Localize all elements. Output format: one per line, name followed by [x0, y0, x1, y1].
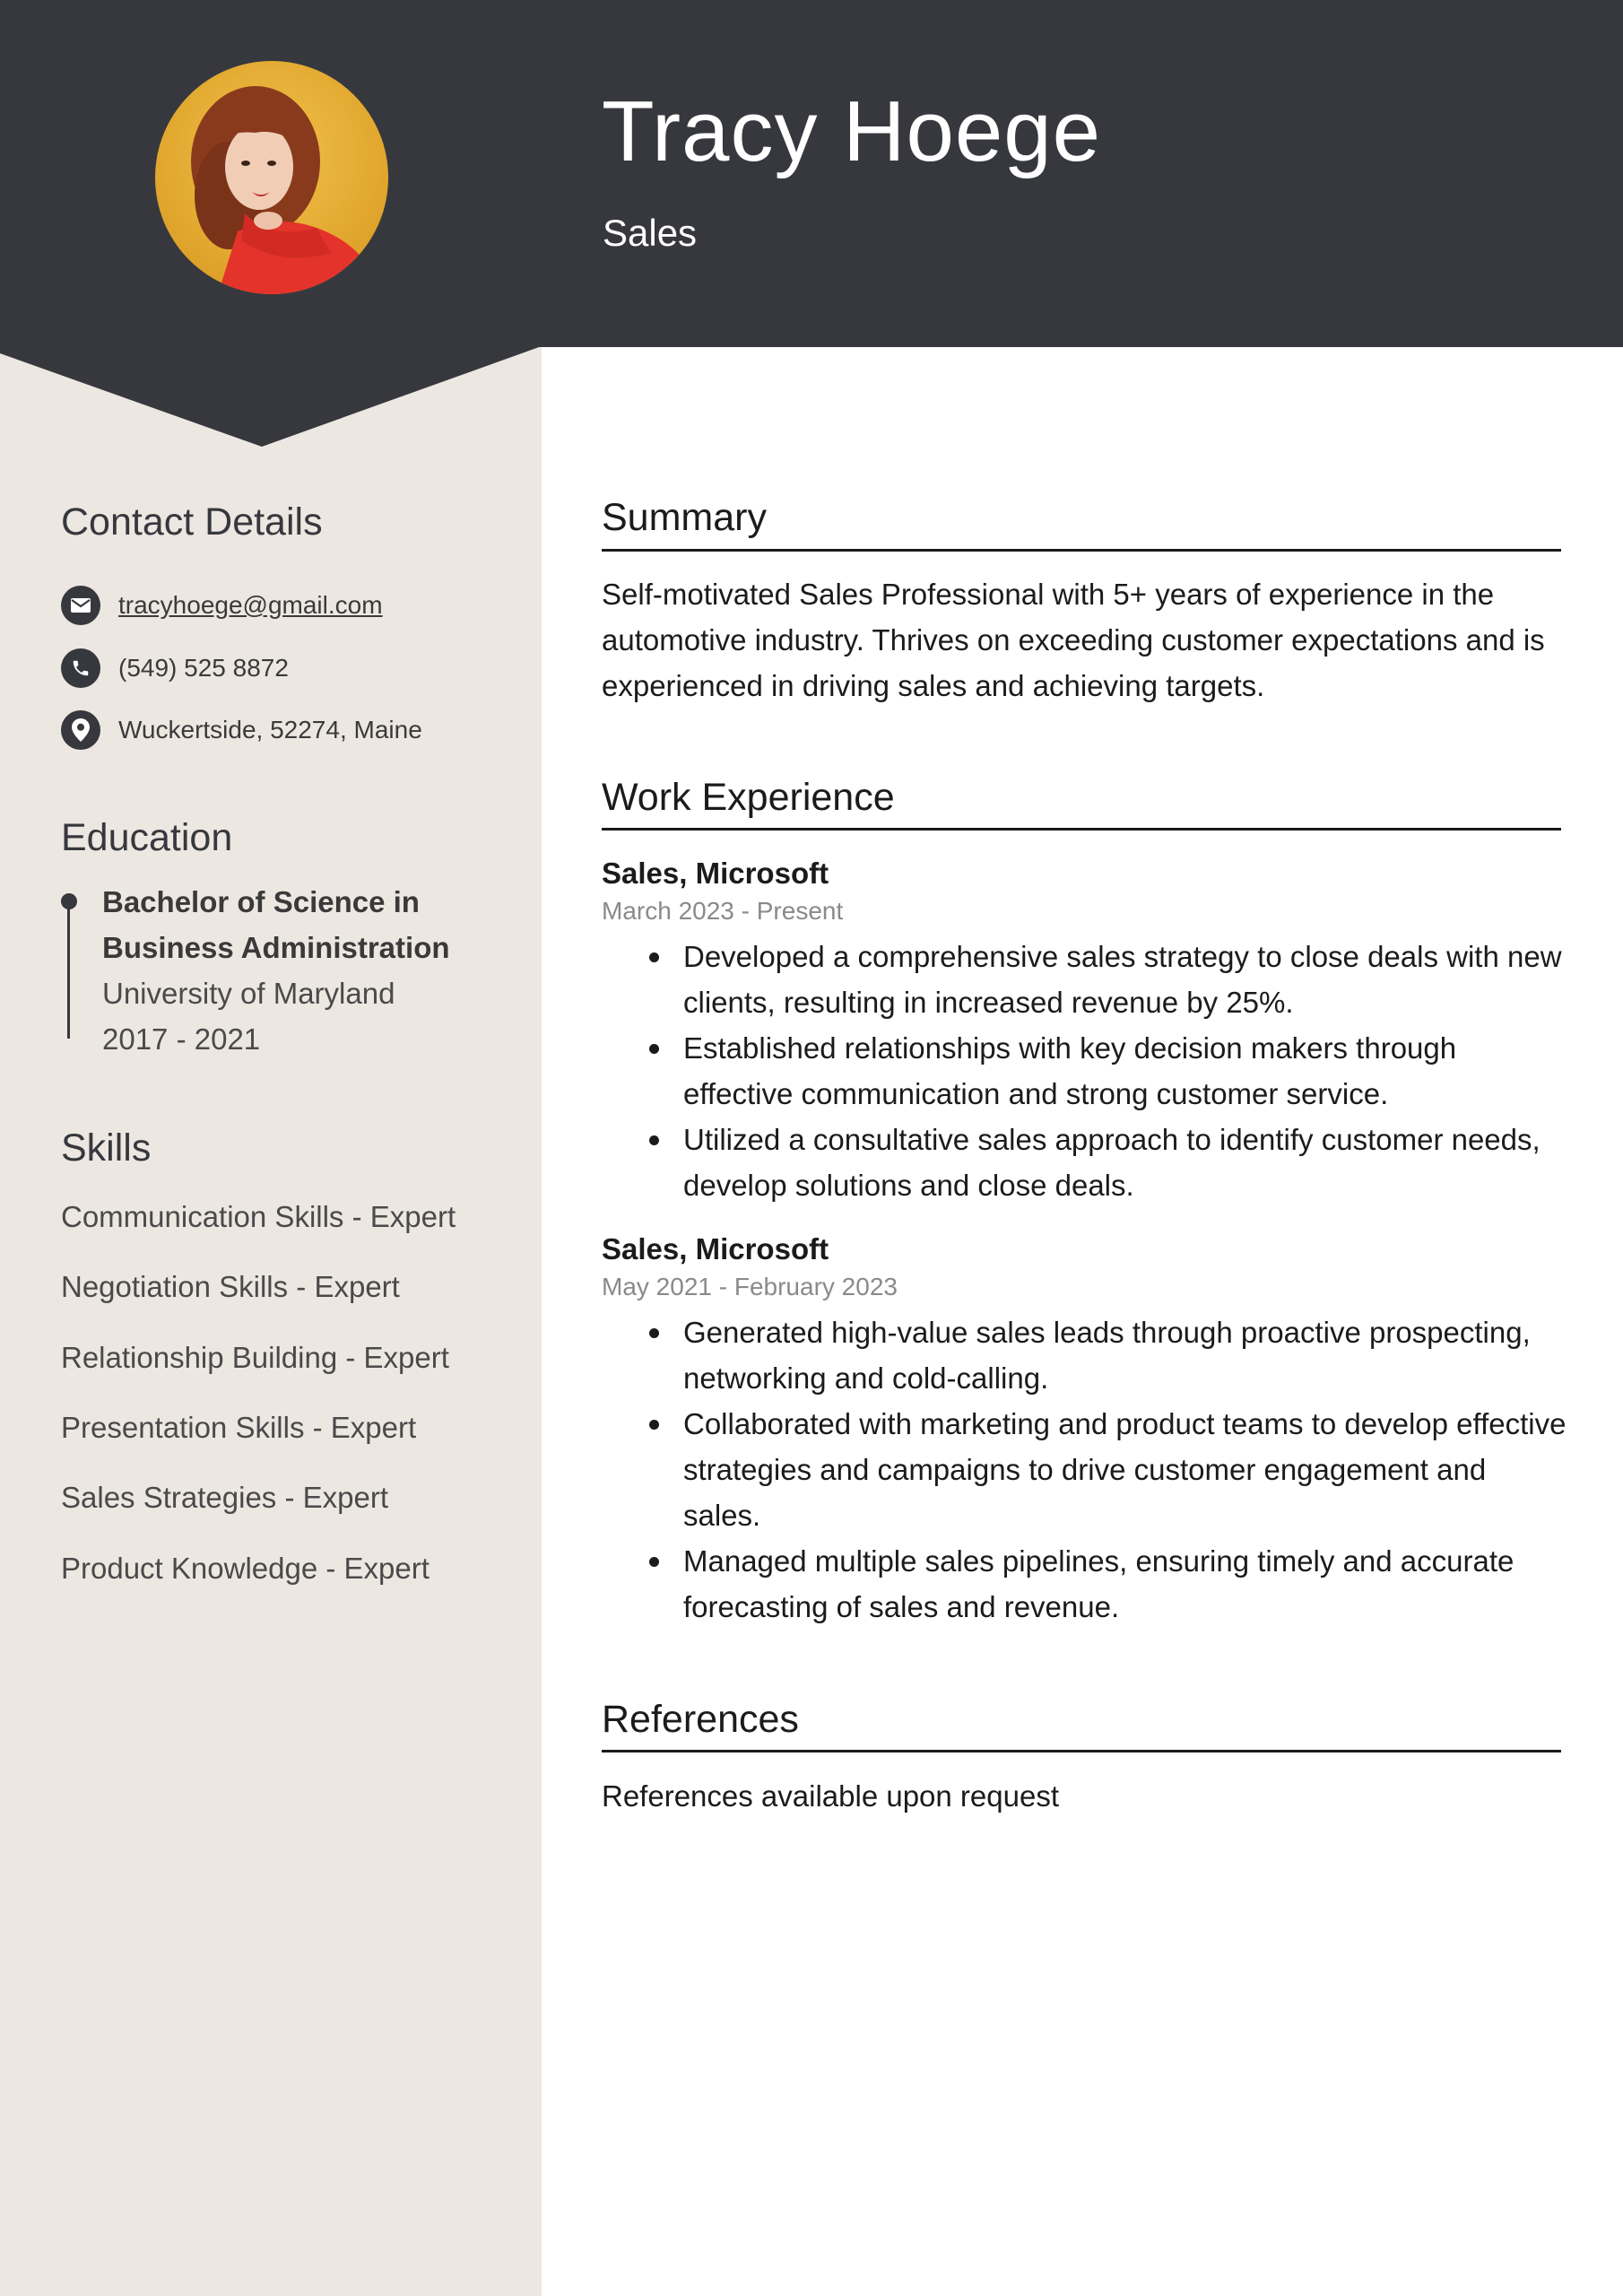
header-chevron: [0, 341, 542, 448]
candidate-name: Tracy Hoege: [602, 83, 1101, 179]
job-bullet: Established relationships with key decision makers through effective communication and strong customer service.: [683, 1025, 1571, 1117]
address-text: Wuckertside, 52274, Maine: [118, 716, 422, 744]
email-link[interactable]: tracyhoege@gmail.com: [118, 591, 383, 619]
summary-heading: Summary: [602, 496, 767, 539]
phone-icon: [61, 648, 100, 688]
experience-divider: [602, 828, 1561, 831]
job-bullet: Utilized a consultative sales approach to identify customer needs, develop solutions and close deals.: [683, 1117, 1571, 1208]
skill-item: Relationship Building - Expert: [61, 1341, 449, 1374]
references-heading: References: [602, 1698, 799, 1741]
job-bullets: [683, 934, 1571, 1208]
skill-item: Sales Strategies - Expert: [61, 1481, 388, 1514]
job-dates: May 2021 - February 2023: [602, 1273, 898, 1300]
job-bullet: Generated high-value sales leads through proactive prospecting, networking and cold-calling.: [683, 1309, 1571, 1401]
references-text: References available upon request: [602, 1779, 1060, 1813]
job-bullet: Managed multiple sales pipelines, ensuring timely and accurate forecasting of sales and revenue.: [683, 1538, 1571, 1630]
envelope-icon: [61, 586, 100, 625]
degree-line-1: Bachelor of Science in: [102, 885, 420, 918]
skill-item: Presentation Skills - Expert: [61, 1411, 417, 1444]
job-title: Sales, Microsoft: [602, 1232, 829, 1265]
job-dates: March 2023 - Present: [602, 897, 844, 925]
skill-item: Negotiation Skills - Expert: [61, 1270, 400, 1303]
degree-line-2: Business Administration: [102, 931, 450, 964]
phone-number: (549) 525 8872: [118, 654, 289, 682]
contact-phone-row: [61, 648, 289, 688]
job-bullets: [683, 1309, 1571, 1630]
job-bullet: Collaborated with marketing and product teams to develop effective strategies and campaigns to drive customer engagement and sales.: [683, 1401, 1571, 1538]
job-bullet: Developed a comprehensive sales strategy to close deals with new clients, resulting in increased revenue by 25%.: [683, 934, 1571, 1025]
contact-heading: Contact Details: [61, 500, 323, 544]
contact-email-row[interactable]: [61, 586, 383, 625]
skill-item: Product Knowledge - Expert: [61, 1552, 430, 1585]
summary-divider: [602, 549, 1561, 552]
references-divider: [602, 1750, 1561, 1752]
school-name: University of Maryland: [102, 977, 395, 1010]
contact-address-row: [61, 710, 422, 750]
skills-heading: Skills: [61, 1126, 152, 1170]
summary-text: Self-motivated Sales Professional with 5+ years of experience in the automotive industry. Thrives on exceeding customer expectations and is experienced in driving sales and achieving targets.: [602, 578, 1545, 702]
candidate-title: Sales: [603, 212, 698, 254]
profile-photo: [155, 61, 388, 294]
skill-item: Communication Skills - Expert: [61, 1200, 456, 1233]
timeline-line: [67, 904, 70, 1039]
education-years: 2017 - 2021: [102, 1022, 261, 1056]
location-pin-icon: [61, 710, 100, 750]
job-title: Sales, Microsoft: [602, 857, 829, 890]
education-heading: Education: [61, 816, 233, 859]
experience-heading: Work Experience: [602, 776, 895, 819]
